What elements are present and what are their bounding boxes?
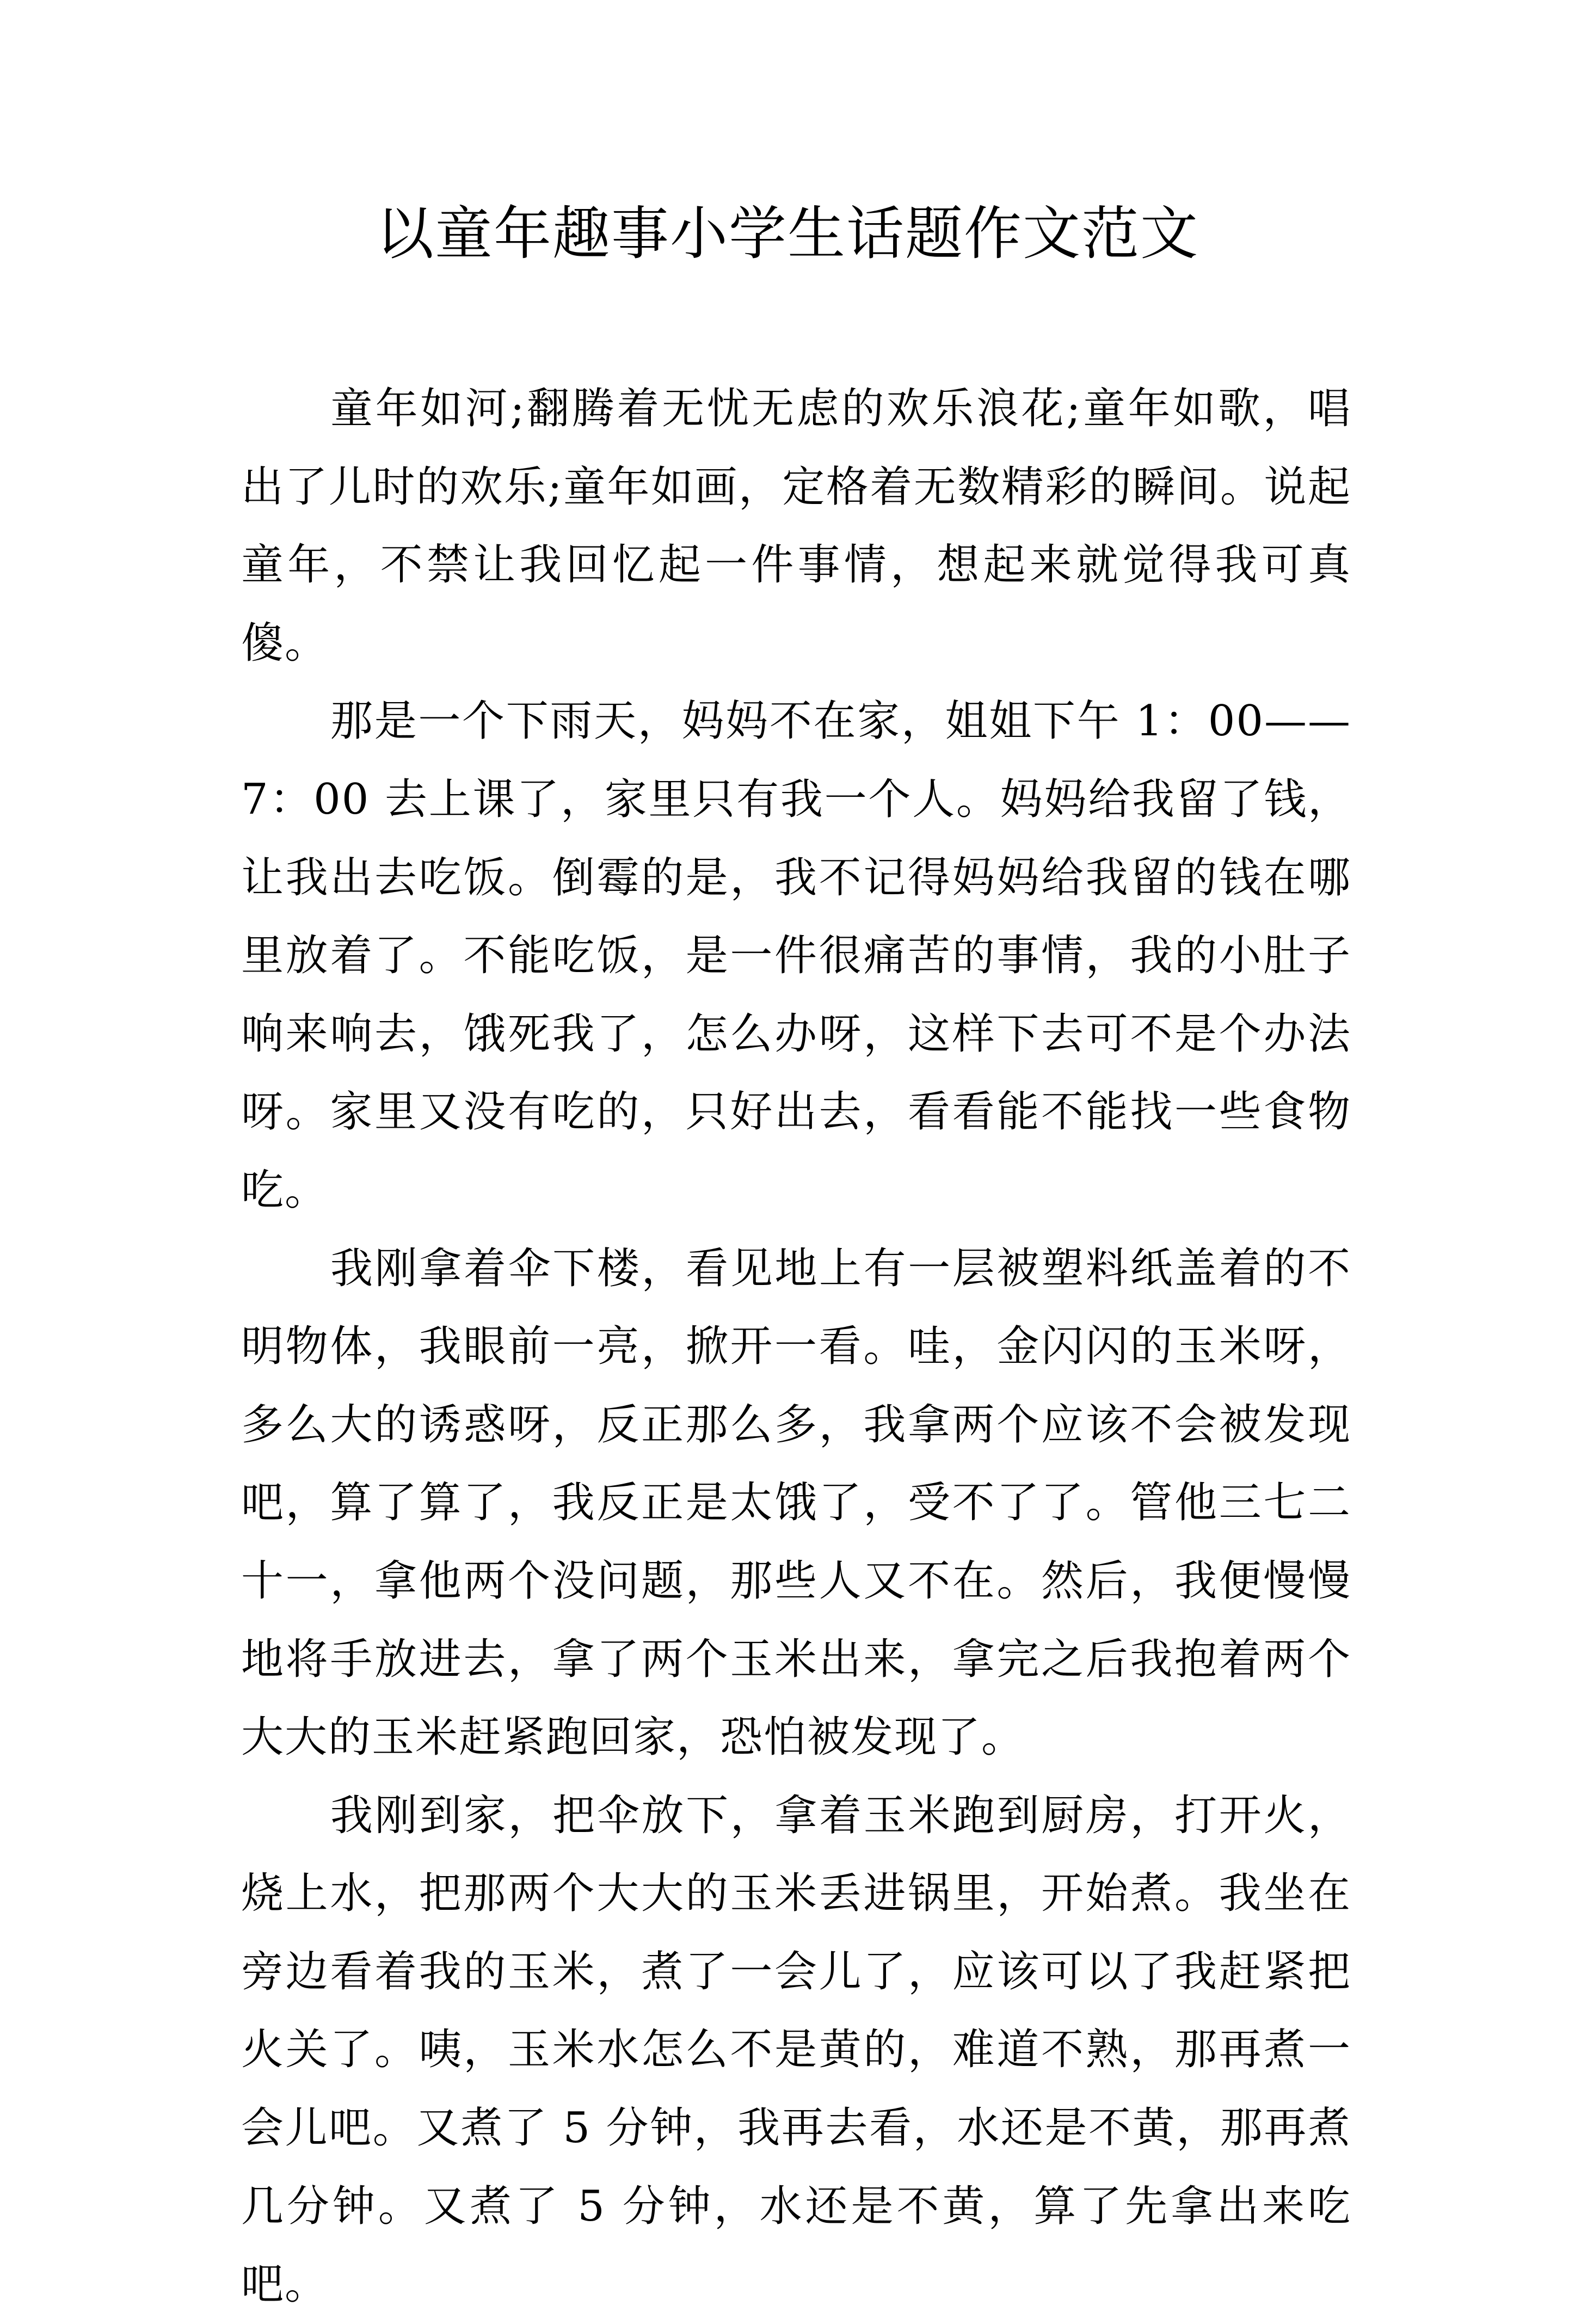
paragraph-3: 我刚拿着伞下楼，看见地上有一层被塑料纸盖着的不明物体，我眼前一亮，掀开一看。哇，金闪闪的玉米呀，多么大的诱惑呀，反正那么多，我拿两个应该不会被发现吧，算了算了，我反正是太饿了，受不了了。管他三七二十一，拿他两个没问题，那些人又不在。然后，我便慢慢地将手放进去，拿了两个玉米出来，拿完之后我抱着两个大大的玉米赶紧跑回家，恐怕被发现了。 bbox=[241, 1244, 1351, 1762]
paragraph-2: 那是一个下雨天，妈妈不在家，姐姐下午 1：00——7：00 去上课了，家里只有我一个人。妈妈给我留了钱，让我出去吃饭。倒霉的是，我不记得妈妈给我留的钱在哪里放着了。不能吃饭，是一件很痛苦的事情，我的小肚子响来响去，饿死我了，怎么办呀，这样下去可不是个办法呀。家里又没有吃的，只好出去，看看能不能找一些食物吃。 bbox=[241, 697, 1351, 1215]
document-title: 以童年趣事小学生话题作文范文 bbox=[376, 200, 1199, 267]
paragraph-1: 童年如河;翻腾着无忧无虑的欢乐浪花;童年如歌，唱出了儿时的欢乐;童年如画，定格着无数精彩的瞬间。说起童年，不禁让我回忆起一件事情，想起来就觉得我可真傻。 bbox=[241, 384, 1351, 668]
document-body bbox=[241, 370, 1351, 2324]
paragraph-4: 我刚到家，把伞放下，拿着玉米跑到厨房，打开火，烧上水，把那两个大大的玉米丢进锅里，开始煮。我坐在旁边看着我的玉米，煮了一会儿了，应该可以了我赶紧把火关了。咦，玉米水怎么不是黄的，难道不熟，那再煮一会儿吧。又煮了 5 分钟，我再去看，水还是不黄，那再煮几分钟。又煮了 5 分钟，水还是不黄，算了先拿出来吃吧。 bbox=[241, 1791, 1351, 2309]
